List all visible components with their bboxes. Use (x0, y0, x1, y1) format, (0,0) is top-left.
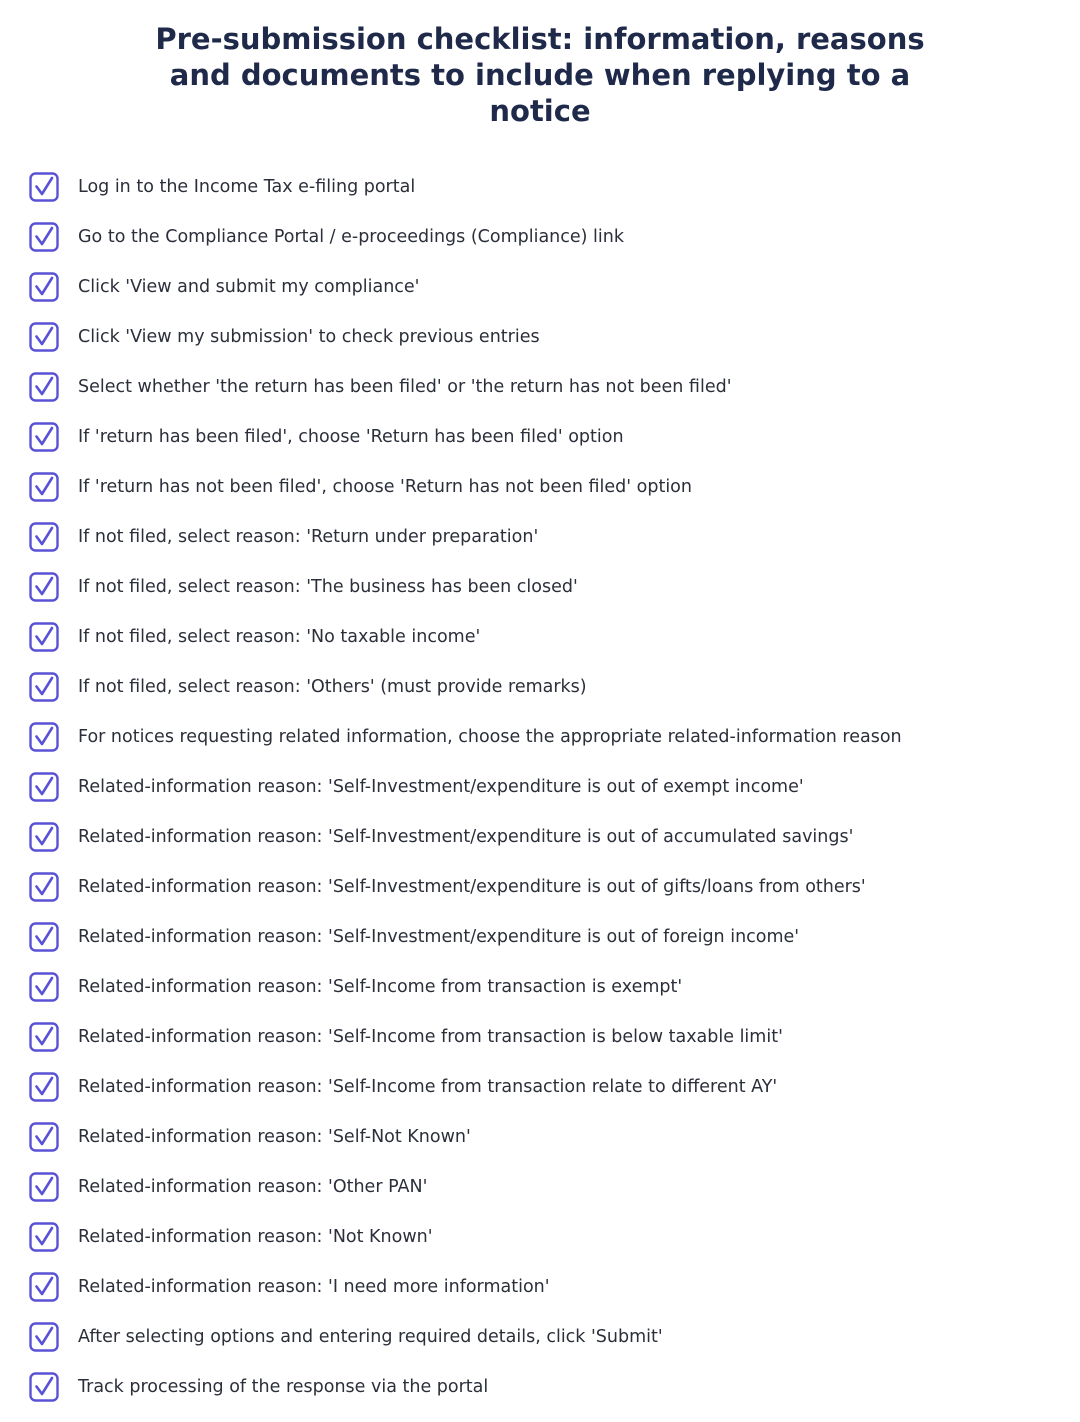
checked-checkbox-icon[interactable] (29, 1322, 59, 1352)
checklist-item-label: If not filed, select reason: 'Return under preparation' (78, 527, 539, 547)
checklist-item (0, 1262, 1080, 1312)
checklist-item-label: Log in to the Income Tax e-filing portal (78, 177, 416, 197)
checklist-item (0, 662, 1080, 712)
checked-checkbox-icon[interactable] (29, 822, 59, 852)
checked-checkbox-icon[interactable] (29, 972, 59, 1002)
checked-checkbox-icon[interactable] (29, 1272, 59, 1302)
checked-checkbox-icon[interactable] (29, 1172, 59, 1202)
checked-checkbox-icon[interactable] (29, 422, 59, 452)
checked-checkbox-icon[interactable] (29, 172, 59, 202)
checklist-item (0, 1162, 1080, 1212)
checklist-item (0, 262, 1080, 312)
checklist-item-label: If not filed, select reason: 'The business has been closed' (78, 577, 578, 597)
checklist-item (0, 162, 1080, 212)
checklist-item-label: Related-information reason: 'I need more information' (78, 1277, 550, 1297)
checklist-item-label: If not filed, select reason: 'No taxable income' (78, 627, 481, 647)
checked-checkbox-icon[interactable] (29, 772, 59, 802)
checklist (0, 162, 1080, 1412)
checklist-item (0, 462, 1080, 512)
checklist-item-label: Related-information reason: 'Self-Income from transaction relate to different AY' (78, 1077, 778, 1097)
checked-checkbox-icon[interactable] (29, 372, 59, 402)
checked-checkbox-icon[interactable] (29, 322, 59, 352)
checklist-item (0, 362, 1080, 412)
checklist-item-label: Select whether 'the return has been filed' or 'the return has not been filed' (78, 377, 732, 397)
checked-checkbox-icon[interactable] (29, 572, 59, 602)
checked-checkbox-icon[interactable] (29, 472, 59, 502)
checklist-item (0, 962, 1080, 1012)
checklist-item-label: Related-information reason: 'Self-Income from transaction is exempt' (78, 977, 683, 997)
checklist-item (0, 412, 1080, 462)
checklist-item (0, 912, 1080, 962)
checklist-item (0, 712, 1080, 762)
checklist-item-label: Click 'View my submission' to check previous entries (78, 327, 540, 347)
checklist-item-label: If 'return has not been filed', choose 'Return has not been filed' option (78, 477, 692, 497)
page-title-line: and documents to include when replying to a (169, 58, 911, 92)
checklist-item-label: If 'return has been filed', choose 'Return has been filed' option (78, 427, 624, 447)
checklist-item (0, 512, 1080, 562)
page-title (0, 0, 1080, 129)
checklist-item (0, 1362, 1080, 1412)
checked-checkbox-icon[interactable] (29, 1072, 59, 1102)
checklist-item (0, 612, 1080, 662)
checked-checkbox-icon[interactable] (29, 722, 59, 752)
checked-checkbox-icon[interactable] (29, 1222, 59, 1252)
checklist-item-label: After selecting options and entering required details, click 'Submit' (78, 1327, 663, 1347)
checklist-item-label: Related-information reason: 'Not Known' (78, 1227, 433, 1247)
checklist-item (0, 312, 1080, 362)
checklist-item (0, 862, 1080, 912)
checked-checkbox-icon[interactable] (29, 922, 59, 952)
checklist-item-label: If not filed, select reason: 'Others' (must provide remarks) (78, 677, 587, 697)
checklist-item (0, 1062, 1080, 1112)
checklist-item (0, 1112, 1080, 1162)
checklist-item-label: Related-information reason: 'Self-Investment/expenditure is out of exempt income' (78, 777, 804, 797)
checklist-item-label: Related-information reason: 'Self-Income from transaction is below taxable limit' (78, 1027, 783, 1047)
checklist-item-label: Track processing of the response via the portal (78, 1377, 489, 1397)
page-title-line: notice (489, 94, 591, 128)
checklist-item-label: Click 'View and submit my compliance' (78, 277, 420, 297)
page-title-line: Pre-submission checklist: information, reasons (155, 22, 925, 56)
checklist-item (0, 1012, 1080, 1062)
checklist-item (0, 812, 1080, 862)
checked-checkbox-icon[interactable] (29, 1122, 59, 1152)
checklist-item (0, 762, 1080, 812)
checklist-item (0, 1312, 1080, 1362)
checklist-item-label: Related-information reason: 'Self-Investment/expenditure is out of gifts/loans from others' (78, 877, 866, 897)
checklist-item (0, 212, 1080, 262)
checked-checkbox-icon[interactable] (29, 672, 59, 702)
checked-checkbox-icon[interactable] (29, 1022, 59, 1052)
checklist-item-label: Related-information reason: 'Self-Not Known' (78, 1127, 471, 1147)
checked-checkbox-icon[interactable] (29, 272, 59, 302)
checked-checkbox-icon[interactable] (29, 522, 59, 552)
checked-checkbox-icon[interactable] (29, 622, 59, 652)
checklist-item (0, 562, 1080, 612)
checklist-item-label: Related-information reason: 'Self-Investment/expenditure is out of foreign income' (78, 927, 800, 947)
checked-checkbox-icon[interactable] (29, 1372, 59, 1402)
checklist-item-label: Go to the Compliance Portal / e-proceedings (Compliance) link (78, 227, 625, 247)
checklist-item (0, 1212, 1080, 1262)
checked-checkbox-icon[interactable] (29, 222, 59, 252)
checklist-item-label: Related-information reason: 'Other PAN' (78, 1177, 428, 1197)
checklist-item-label: Related-information reason: 'Self-Investment/expenditure is out of accumulated savings' (78, 827, 854, 847)
checked-checkbox-icon[interactable] (29, 872, 59, 902)
checklist-item-label: For notices requesting related information, choose the appropriate related-information reason (78, 727, 902, 747)
